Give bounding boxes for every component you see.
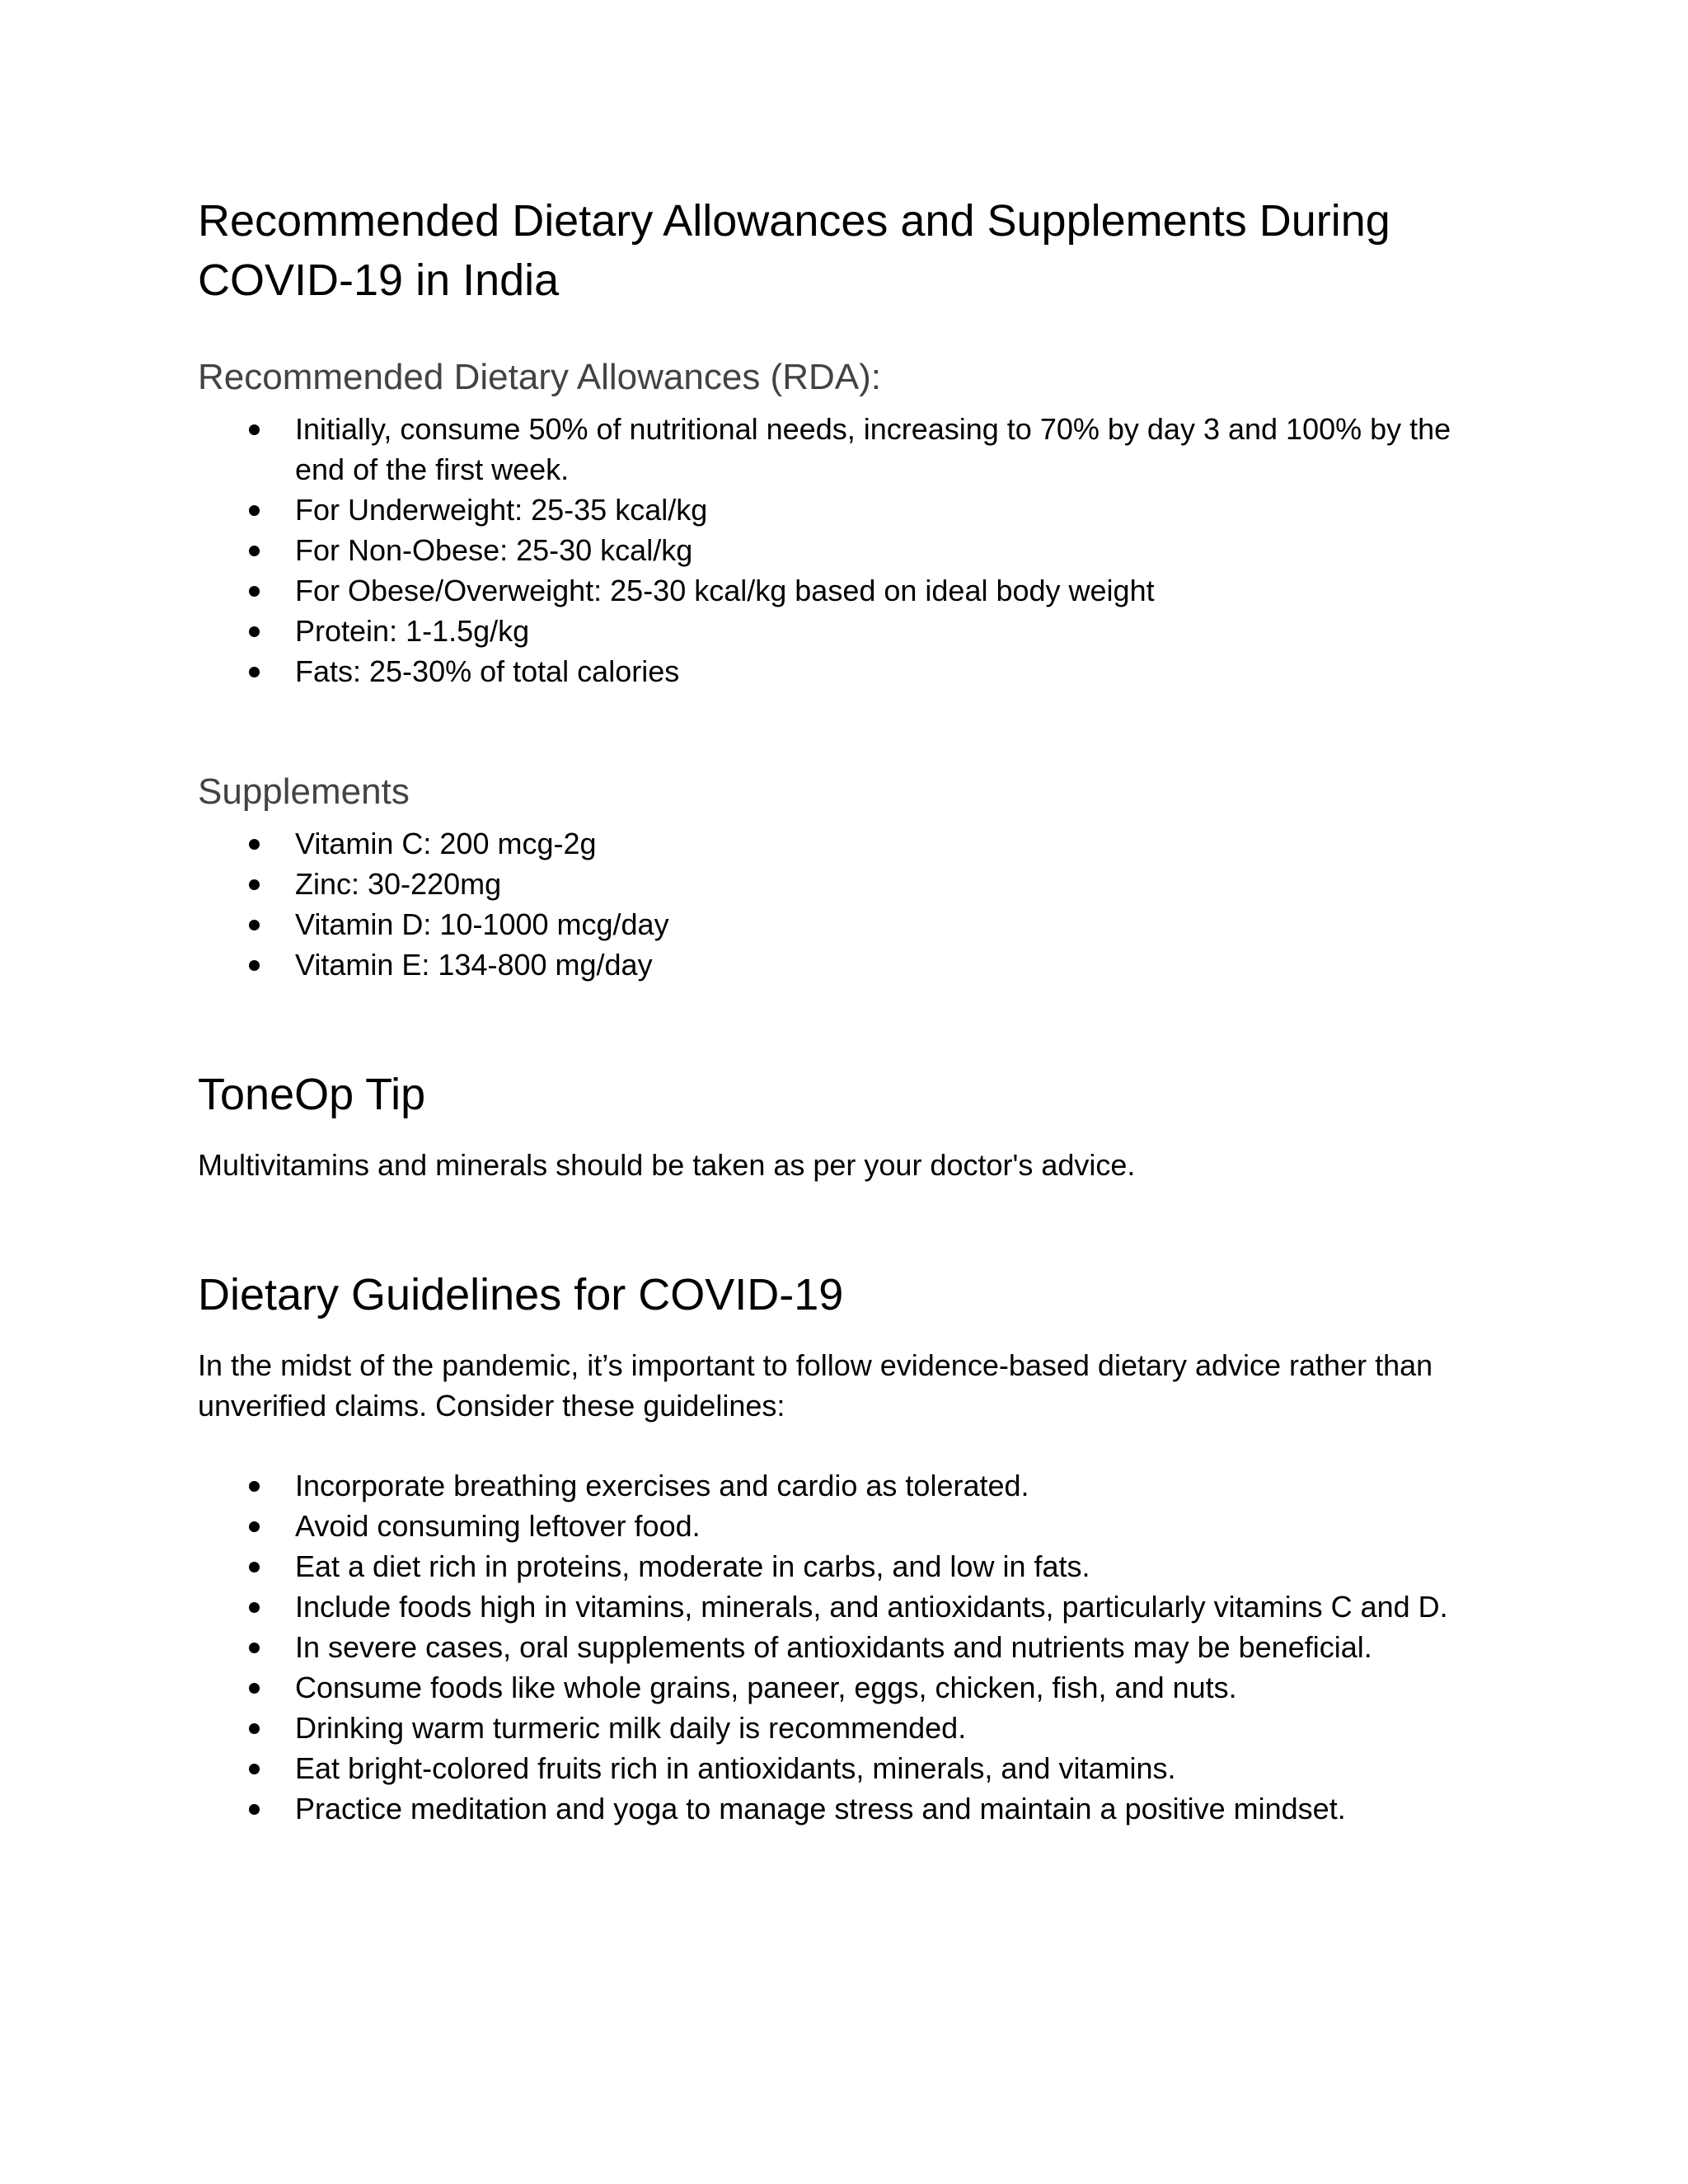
bullet-icon: [249, 667, 260, 677]
guideline-item-text: Consume foods like whole grains, paneer, eggs, chicken, fish, and nuts.: [295, 1671, 1237, 1704]
guideline-item-text: Drinking warm turmeric milk daily is recommended.: [295, 1711, 967, 1745]
guideline-item-text: Eat a diet rich in proteins, moderate in carbs, and low in fats.: [295, 1549, 1090, 1583]
guidelines-list-item: [198, 1708, 1500, 1748]
bullet-icon: [249, 879, 260, 890]
supplements-heading: Supplements: [198, 771, 410, 812]
bullet-icon: [249, 505, 260, 516]
rda-item-text: Initially, consume 50% of nutritional needs, increasing to 70% by day 3 and 100% by the end of the first week.: [295, 412, 1451, 486]
guidelines-heading: Dietary Guidelines for COVID-19: [198, 1270, 844, 1319]
guidelines-list-item: [198, 1546, 1500, 1586]
supplement-item-text: Vitamin D: 10-1000 mcg/day: [295, 907, 669, 941]
tip-heading: ToneOp Tip: [198, 1070, 426, 1119]
rda-item-text: For Obese/Overweight: 25-30 kcal/kg based on ideal body weight: [295, 574, 1155, 607]
guideline-item-text: Incorporate breathing exercises and cardio as tolerated.: [295, 1469, 1029, 1502]
document-title: Recommended Dietary Allowances and Supplements During COVID-19 in India: [198, 196, 1390, 305]
bullet-icon: [249, 1521, 260, 1532]
supplements-list-item: [198, 864, 1500, 904]
supplements-list-item: [198, 823, 1500, 864]
bullet-icon: [249, 626, 260, 637]
rda-list: [198, 409, 1500, 691]
supplement-item-text: Vitamin C: 200 mcg-2g: [295, 827, 597, 860]
bullet-icon: [249, 1723, 260, 1734]
guidelines-list-item: [198, 1586, 1500, 1627]
guidelines-list-item: [198, 1465, 1500, 1506]
guideline-item-text: Practice meditation and yoga to manage stress and maintain a positive mindset.: [295, 1792, 1346, 1825]
bullet-icon: [249, 424, 260, 435]
rda-list-item: [198, 611, 1500, 651]
rda-list-item: [198, 651, 1500, 691]
bullet-icon: [249, 1602, 260, 1613]
supplement-item-text: Zinc: 30-220mg: [295, 867, 502, 901]
guidelines-list-item: [198, 1506, 1500, 1546]
rda-list-item: [198, 409, 1500, 490]
bullet-icon: [249, 920, 260, 930]
rda-item-text: For Non-Obese: 25-30 kcal/kg: [295, 533, 693, 567]
guidelines-list-item: [198, 1748, 1500, 1788]
rda-list-item: [198, 530, 1500, 570]
guidelines-list: [198, 1465, 1500, 1829]
bullet-icon: [249, 839, 260, 850]
guidelines-list-item: [198, 1667, 1500, 1708]
guidelines-list-item: [198, 1788, 1500, 1829]
bullet-icon: [249, 1804, 260, 1815]
rda-item-text: Fats: 25-30% of total calories: [295, 654, 680, 688]
document-content: [198, 191, 1500, 1829]
bullet-icon: [249, 1643, 260, 1653]
rda-heading: Recommended Dietary Allowances (RDA):: [198, 357, 881, 397]
tip-text: Multivitamins and minerals should be taken as per your doctor's advice.: [198, 1148, 1136, 1182]
bullet-icon: [249, 546, 260, 556]
supplements-list: [198, 823, 1500, 985]
guideline-item-text: Include foods high in vitamins, minerals, and antioxidants, particularly vitamins C and D.: [295, 1590, 1448, 1624]
bullet-icon: [249, 1562, 260, 1572]
rda-item-text: Protein: 1-1.5g/kg: [295, 614, 530, 648]
bullet-icon: [249, 586, 260, 597]
guideline-item-text: Eat bright-colored fruits rich in antioxidants, minerals, and vitamins.: [295, 1751, 1176, 1785]
guideline-item-text: In severe cases, oral supplements of antioxidants and nutrients may be beneficial.: [295, 1630, 1372, 1664]
supplements-list-item: [198, 904, 1500, 944]
supplements-list-item: [198, 944, 1500, 985]
bullet-icon: [249, 1683, 260, 1694]
rda-list-item: [198, 490, 1500, 530]
rda-item-text: For Underweight: 25-35 kcal/kg: [295, 493, 708, 527]
supplement-item-text: Vitamin E: 134-800 mg/day: [295, 948, 653, 982]
guideline-item-text: Avoid consuming leftover food.: [295, 1509, 701, 1543]
bullet-icon: [249, 1481, 260, 1492]
guidelines-intro: In the midst of the pandemic, it’s important to follow evidence-based dietary advice rather than unverified claims. Consider these guidelines:: [198, 1348, 1433, 1422]
bullet-icon: [249, 1764, 260, 1774]
rda-list-item: [198, 570, 1500, 611]
guidelines-list-item: [198, 1627, 1500, 1667]
bullet-icon: [249, 960, 260, 971]
